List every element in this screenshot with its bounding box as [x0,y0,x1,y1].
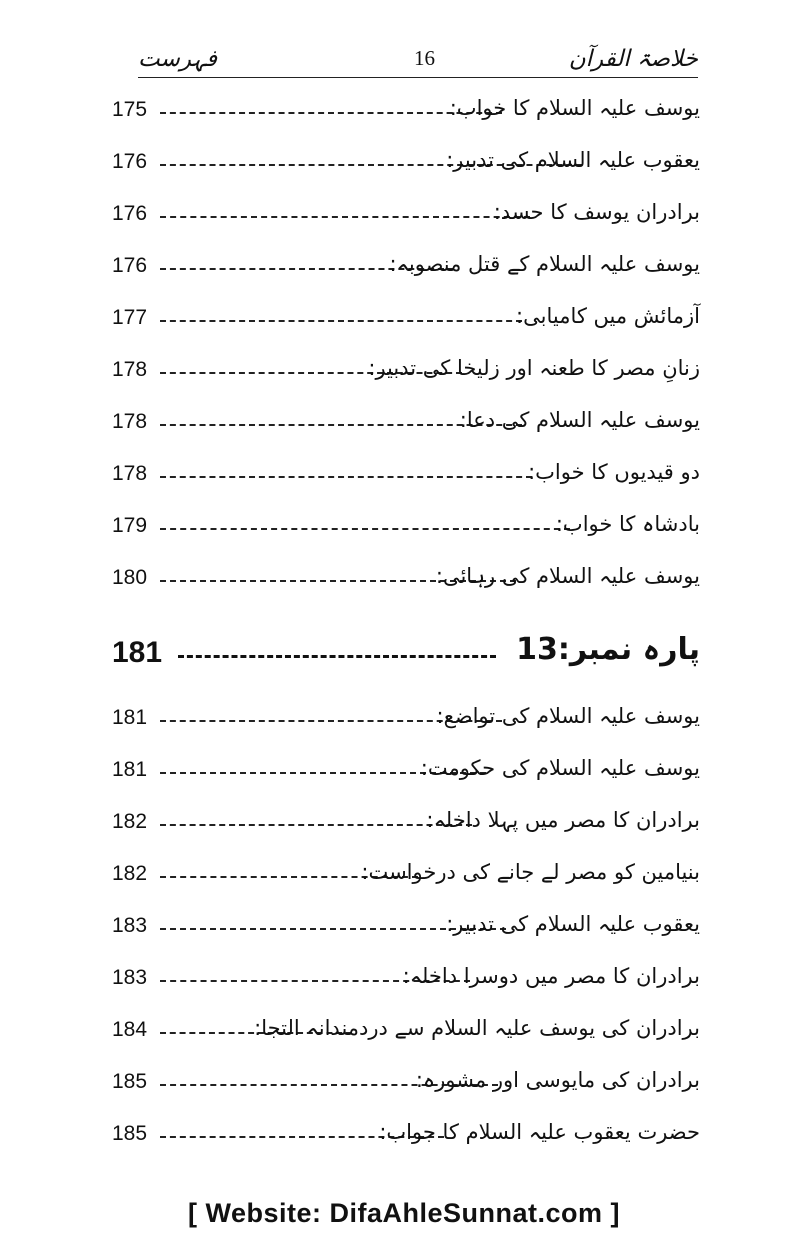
toc-page-number: 185 [112,1122,148,1145]
toc-page-number: 181 [112,706,148,729]
toc-entry-title: برادران کی یوسف علیہ السلام سے دردمندانہ التجا: [254,1016,700,1040]
toc-entry-title: برادران کا مصر میں پہلا داخلہ: [426,808,700,832]
toc-row [110,454,700,506]
toc-entry-title: دو قیدیوں کا خواب: [528,460,700,484]
toc-row [110,194,700,246]
toc-entry-title: یوسف علیہ السلام کی تواضع: [436,704,700,728]
toc-list-part1 [110,90,700,610]
toc-entry-title: یوسف علیہ السلام کی دعا: [459,408,700,432]
toc-row [110,350,700,402]
toc-row [110,558,700,610]
toc-row [110,698,700,750]
toc-row [110,750,700,802]
toc-entry-title: آزمائش میں کامیابی: [516,304,700,328]
toc-row [110,1062,700,1114]
toc-entry-title: یعقوب علیہ السلام کی تدبیر: [446,148,700,172]
toc-leader [160,476,532,478]
toc-leader [160,824,472,826]
toc-row [110,1010,700,1062]
toc-entry-title: یوسف علیہ السلام کی حکومت: [420,756,700,780]
toc-leader [160,216,530,218]
toc-row [110,854,700,906]
toc-leader [160,320,522,322]
toc-entry-title: بنیامین کو مصر لے جانے کی درخواست: [361,860,700,884]
toc-row [110,1114,700,1166]
toc-row [110,298,700,350]
toc-page-number: 177 [112,306,148,329]
toc-page-number: 184 [112,1018,148,1041]
toc-row [110,246,700,298]
toc-entry-title: یعقوب علیہ السلام کی تدبیر: [446,912,700,936]
toc-page-number: 183 [112,914,148,937]
header-rule [138,77,698,78]
toc-page-number: 179 [112,514,148,537]
toc-row [110,142,700,194]
toc-page-number: 178 [112,358,148,381]
toc-entry-title: برادران کی مایوسی اور مشورہ: [415,1068,700,1092]
toc-page-number: 176 [112,150,148,173]
toc-list-part2 [110,698,700,1166]
section-name: فہرست [138,46,218,72]
toc-page-number: 182 [112,862,148,885]
toc-row [110,802,700,854]
toc-entry-title: برادران کا مصر میں دوسرا داخلہ: [402,964,700,988]
toc-page-number: 183 [112,966,148,989]
section-page-number: 181 [112,636,163,669]
toc-page-number: 180 [112,566,148,589]
toc-row [110,506,700,558]
toc-entry-title: حضرت یعقوب علیہ السلام کا جواب: [379,1120,700,1144]
website-footer: [ Website: DifaAhleSunnat.com ] [187,1198,621,1228]
toc-page-number: 185 [112,1070,148,1093]
toc-entry-title: برادران یوسف کا حسد: [493,200,700,224]
toc-page-number: 176 [112,202,148,225]
toc-row [110,402,700,454]
toc-entry-title: زنانِ مصر کا طعنہ اور زلیخا کی تدبیر: [368,356,700,380]
section-heading [110,628,700,688]
toc-page-number: 178 [112,462,148,485]
toc-entry-title: بادشاہ کا خواب: [555,512,700,536]
toc-entry-title: یوسف علیہ السلام کی رہائی: [435,564,700,588]
toc-page-number: 181 [112,758,148,781]
section-leader [178,655,496,658]
toc-page-number: 175 [112,98,148,121]
page-number: 16 [414,46,435,70]
toc-entry-title: یوسف علیہ السلام کے قتل منصوبہ: [389,252,700,276]
toc-row [110,958,700,1010]
toc-page-number: 178 [112,410,148,433]
toc-page-number: 176 [112,254,148,277]
toc-row [110,90,700,142]
toc-leader [160,528,570,530]
book-title: خلاصۃ القرآن [568,46,698,72]
page-header [138,44,698,80]
toc-row [110,906,700,958]
toc-entry-title: یوسف علیہ السلام کا خواب: [449,96,700,120]
toc-page-number: 182 [112,810,148,833]
section-title: پارہ نمبر:13 [516,632,700,667]
